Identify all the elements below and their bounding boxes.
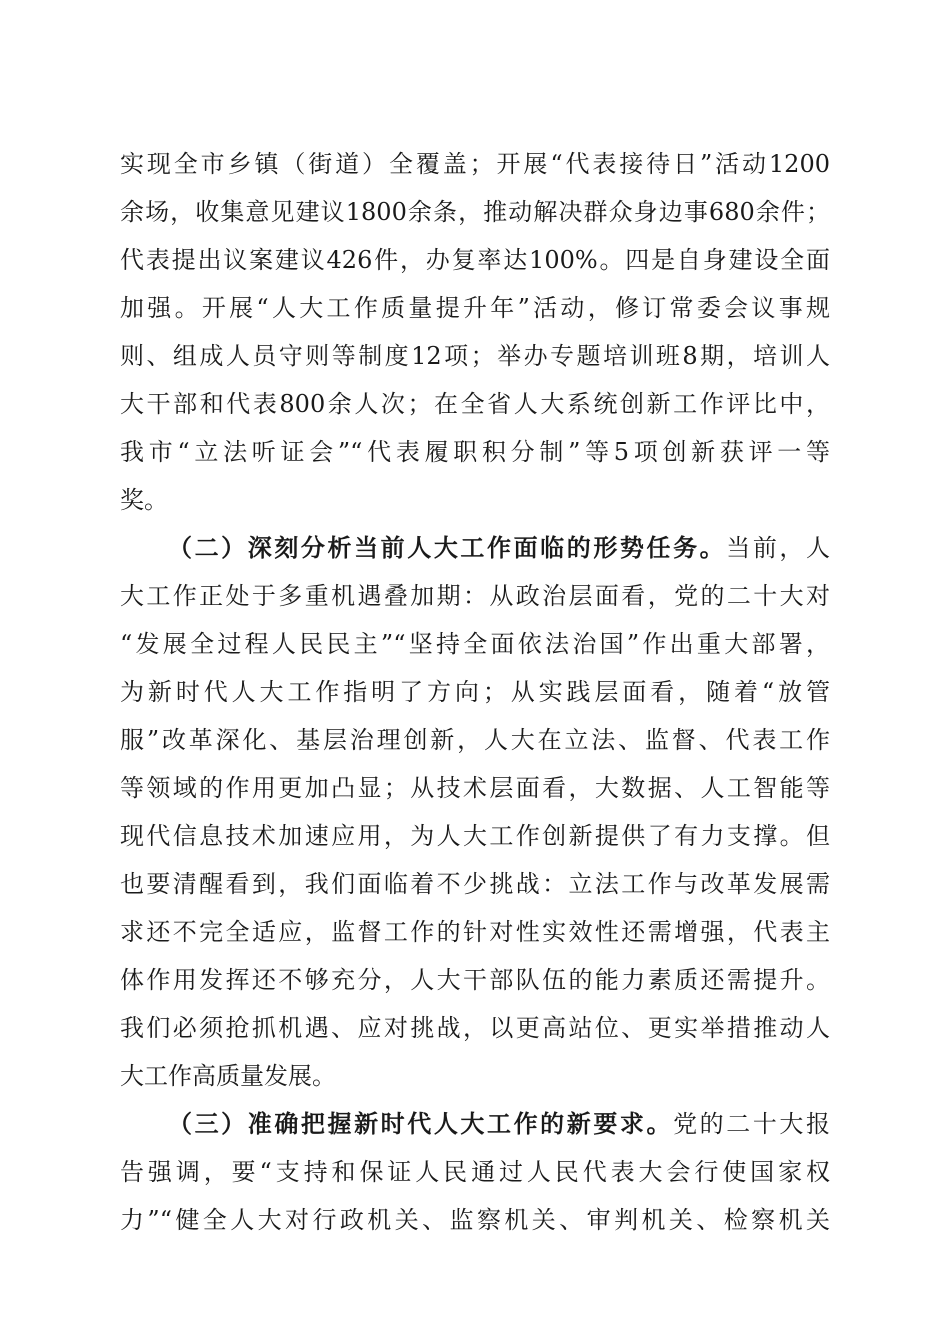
paragraph-first-line <box>120 1100 830 1148</box>
text-line: “发展全过程人民民主”“坚持全面依法治国”作出重大部署， <box>120 630 830 658</box>
document-body <box>120 140 830 1244</box>
section-heading: （三）准确把握新时代人大工作的新要求。 <box>168 1109 674 1138</box>
text-line: 我们必须抢抓机遇、应对挑战，以更高站位、更实举措推动人 <box>120 1014 830 1042</box>
text-line: 等领域的作用更加凸显；从技术层面看，大数据、人工智能等 <box>120 774 830 802</box>
text-run: 党的二十大报 <box>673 1110 831 1138</box>
paragraph-2 <box>120 524 830 1100</box>
section-heading: （二）深刻分析当前人大工作面临的形势任务。 <box>168 533 727 562</box>
text-run: 当前，人 <box>726 534 830 562</box>
text-line: 加强。开展“人大工作质量提升年”活动，修订常委会议事规 <box>120 294 830 322</box>
paragraph-1 <box>120 140 830 524</box>
text-line: 实现全市乡镇（街道）全覆盖；开展“代表接待日”活动1200 <box>120 150 830 178</box>
text-line: 则、组成人员守则等制度12项；举办专题培训班8期，培训人 <box>120 342 830 370</box>
text-line: 大工作正处于多重机遇叠加期：从政治层面看，党的二十大对 <box>120 582 830 610</box>
text-line: 大干部和代表800余人次；在全省人大系统创新工作评比中， <box>120 390 830 418</box>
text-line: 奖。 <box>120 486 168 514</box>
text-line: 求还不完全适应，监督工作的针对性实效性还需增强，代表主 <box>120 918 830 946</box>
text-line: 体作用发挥还不够充分，人大干部队伍的能力素质还需提升。 <box>120 966 830 994</box>
paragraph-first-line <box>120 524 830 572</box>
text-line: 代表提出议案建议426件，办复率达100%。四是自身建设全面 <box>120 246 830 274</box>
text-line: 服”改革深化、基层治理创新，人大在立法、监督、代表工作 <box>120 726 830 754</box>
text-line: 我市“立法听证会”“代表履职积分制”等5项创新获评一等 <box>120 438 830 466</box>
text-line: 现代信息技术加速应用，为人大工作创新提供了有力支撑。但 <box>120 822 830 850</box>
text-line: 余场，收集意见建议1800余条，推动解决群众身边事680余件； <box>120 198 830 226</box>
text-line: 大工作高质量发展。 <box>120 1062 336 1090</box>
text-line: 告强调，要“支持和保证人民通过人民代表大会行使国家权 <box>120 1158 830 1186</box>
text-line: 力”“健全人大对行政机关、监察机关、审判机关、检察机关 <box>120 1206 830 1234</box>
text-line: 为新时代人大工作指明了方向；从实践层面看，随着“放管 <box>120 678 830 706</box>
paragraph-3 <box>120 1100 830 1244</box>
text-line: 也要清醒看到，我们面临着不少挑战：立法工作与改革发展需 <box>120 870 830 898</box>
